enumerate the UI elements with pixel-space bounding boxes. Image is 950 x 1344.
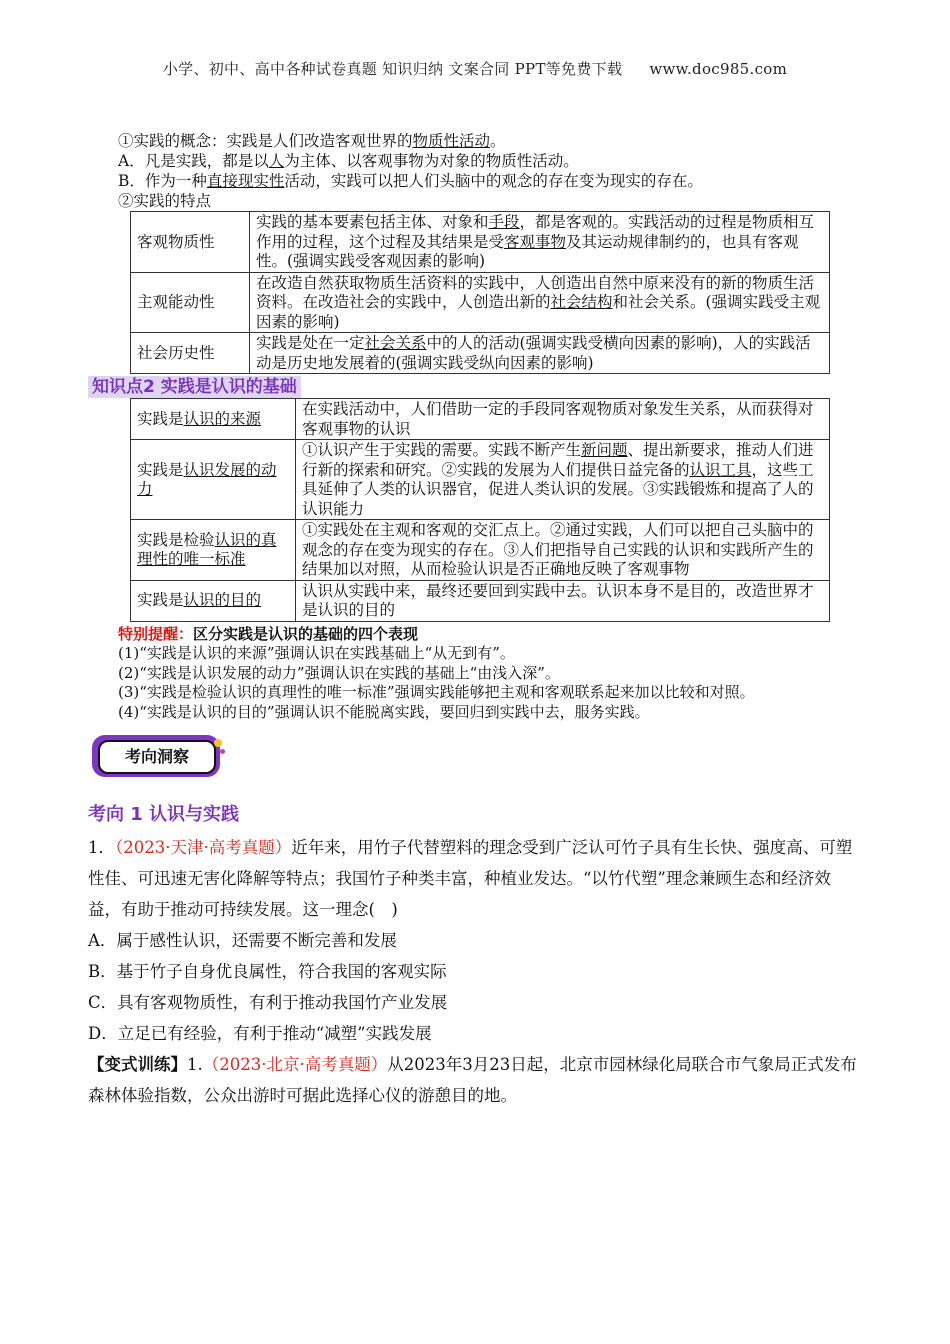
row-label: 社会历史性 — [131, 333, 250, 374]
concept-line: ①实践的概念：实践是人们改造客观世界的物质性活动。 — [118, 132, 506, 150]
header-text: 小学、初中、高中各种试卷真题 知识归纳 文案合同 PPT等免费下载 — [162, 60, 623, 78]
row-text: ①认识产生于实践的需要。实践不断产生新问题、提出新要求，推动人们进行新的探索和研究。②实践的发展为人们提供日益完备的认识工具，这些工具延伸了人类的认识器官，促进人类认识的发展。③实践锻炼和提高了人的认识能力 — [296, 440, 830, 520]
table-row — [131, 399, 830, 440]
reminder-item: (4)“实践是认识的目的”强调认识不能脱离实践，要回归到实践中去，服务实践。 — [118, 702, 650, 721]
row-text: 认识从实践中来，最终还要回到实践中去。认识本身不是目的，改造世界才是认识的目的 — [296, 580, 830, 621]
practice-basis-table — [130, 398, 830, 622]
features-heading: ②实践的特点 — [118, 192, 212, 210]
table-row — [131, 520, 830, 581]
knowledge-point-title: 知识点2 实践是认识的基础 — [88, 376, 301, 398]
row-label: 实践是认识发展的动力 — [131, 440, 296, 520]
question-source: （2023·天津·高考真题） — [115, 838, 292, 857]
concept-line-a: A．凡是实践，都是以人为主体、以客观事物为对象的物质性活动。 — [118, 152, 579, 170]
concept-line-b: B．作为一种直接现实性活动，实践可以把人们头脑中的观念的存在变为现实的存在。 — [118, 172, 703, 190]
page-header — [0, 58, 950, 79]
row-label: 实践是检验认识的真理性的唯一标准 — [131, 520, 296, 581]
question-stem: 1．（2023·天津·高考真题）近年来，用竹子代替塑料的理念受到广泛认可竹子具有生长快、强度高、可塑性佳、可迅速无害化降解等特点；我国竹子种类丰富，种植业发达。“以竹代塑”理念兼顾生态和经济效益，有助于推动可持续发展。这一理念( ) — [88, 838, 853, 919]
variant-training: 【变式训练】1.（2023·北京·高考真题）从2023年3月23日起，北京市园林绿化局联合市气象局正式发布森林体验指数，公众出游时可据此选择心仪的游憩目的地。 — [88, 1055, 857, 1105]
reminder-label: 特别提醒： — [118, 624, 194, 643]
row-label: 主观能动性 — [131, 272, 250, 333]
option-d[interactable]: D．立足已有经验，有利于推动“减塑”实践发展 — [88, 1024, 432, 1043]
row-text: 在实践活动中，人们借助一定的手段同客观物质对象发生关系，从而获得对客观事物的认识 — [296, 399, 830, 440]
section-badge — [92, 735, 232, 783]
option-c[interactable]: C．具有客观物质性，有利于推动我国竹产业发展 — [88, 993, 448, 1012]
question-block — [88, 832, 858, 1111]
row-text: 在改造自然获取物质生活资料的实践中，人创造出自然中原来没有的新的物质生活资料。在改造社会的实践中，人创造出新的社会结构和社会关系。(强调实践受主观因素的影响) — [250, 272, 830, 333]
reminder-item: (3)“实践是检验认识的真理性的唯一标准”强调实践能够把主观和客观联系起来加以比较和对照。 — [118, 683, 755, 701]
table-row — [131, 333, 830, 374]
header-url[interactable]: www.doc985.com — [649, 60, 788, 78]
row-label: 实践是认识的目的 — [131, 580, 296, 621]
row-text: ①实践处在主观和客观的交汇点上。②通过实践，人们可以把自己头脑中的观念的存在变为现实的存在。③人们把指导自己实践的认识和实践所产生的结果加以对照，从而检验认识是否正确地反映了客观事物 — [296, 520, 830, 581]
table-row — [131, 272, 830, 333]
table-row — [131, 212, 830, 273]
option-a[interactable]: A．属于感性认识，还需要不断完善和发展 — [88, 931, 397, 950]
row-text: 实践是处在一定社会关系中的人的活动(强调实践受横向因素的影响)，人的实践活动是历史地发展着的(强调实践受纵向因素的影响) — [250, 333, 830, 374]
variant-source: （2023·北京·高考真题） — [202, 1055, 388, 1074]
knowledge-content — [92, 131, 830, 722]
table-row — [131, 580, 830, 621]
section-title: 考向 1 认识与实践 — [88, 804, 240, 825]
table-row — [131, 440, 830, 520]
reminder-item: (2)“实践是认识发展的动力”强调认识在实践的基础上“由浅入深”。 — [118, 663, 560, 682]
row-label: 实践是认识的来源 — [131, 399, 296, 440]
special-reminder — [118, 625, 830, 723]
option-b[interactable]: B．基于竹子自身优良属性，符合我国的客观实际 — [88, 962, 447, 981]
row-label: 客观物质性 — [131, 212, 250, 273]
badge-label: 考向洞察 — [98, 740, 216, 774]
reminder-title: 区分实践是认识的基础的四个表现 — [193, 624, 419, 643]
practice-features-table — [130, 211, 830, 374]
reminder-item: (1)“实践是认识的来源”强调认识在实践基础上“从无到有”。 — [118, 644, 515, 662]
row-text: 实践的基本要素包括主体、对象和手段，都是客观的。实践活动的过程是物质相互作用的过程，这个过程及其结果是受客观事物及其运动规律制约的，也具有客观性。(强调实践受客观因素的影响) — [250, 212, 830, 273]
